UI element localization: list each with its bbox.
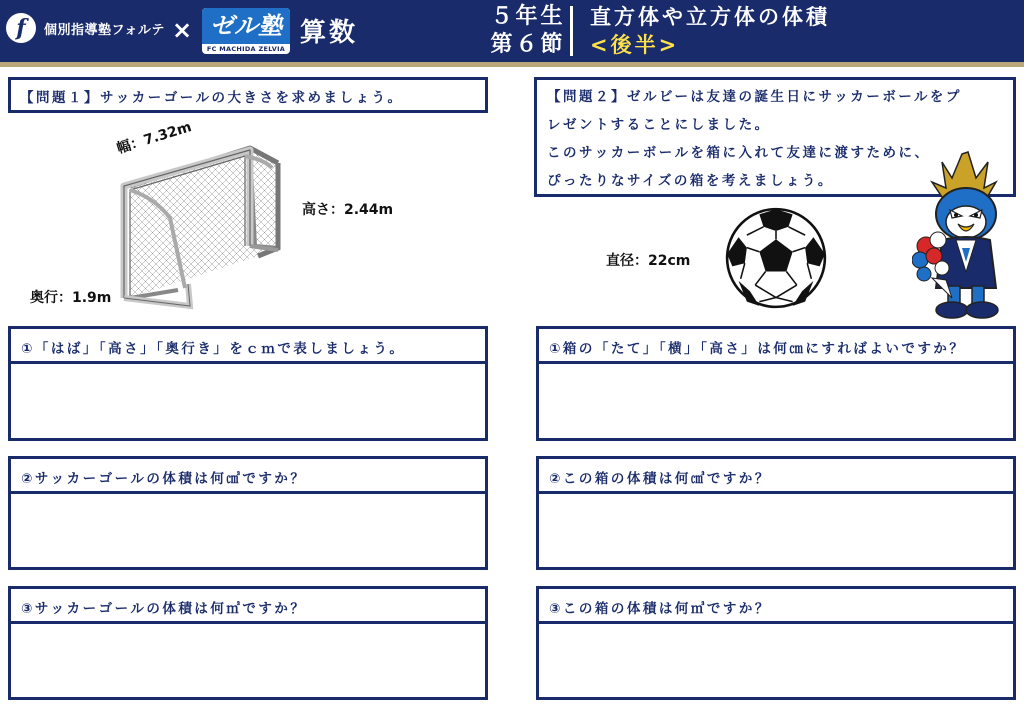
- header-divider: [570, 6, 573, 56]
- soccer-ball-illustration: [724, 206, 828, 310]
- problem2-line-2: レゼントすることにしました。: [547, 117, 771, 133]
- ball-diameter-label: 直径：22cm: [606, 253, 691, 269]
- soccer-goal-illustration: [100, 138, 300, 313]
- question-p1-q1: ①「はば」「高さ」「奥行き」をｃｍで表しましょう。: [11, 329, 485, 364]
- question-p2-q3: ③この箱の体積は何㎥ですか？: [539, 589, 1013, 624]
- problem2-line-3: このサッカーボールを箱に入れて友達に渡すために、: [547, 145, 931, 161]
- header-accent-line: [0, 62, 1024, 67]
- problem2-line-4: ぴったりなサイズの箱を考えましょう。: [547, 173, 834, 189]
- topic-title: 直方体や立方体の体積: [590, 5, 830, 29]
- grade-section: [488, 3, 568, 59]
- partner-logo-sub: FC MACHIDA ZELVIA: [206, 45, 286, 53]
- answer-box-p1-q3[interactable]: [8, 586, 488, 700]
- zelvy-mascot-illustration: [912, 148, 1020, 324]
- partner-logo-text: ゼル塾: [202, 8, 290, 44]
- answer-box-p2-q1[interactable]: [536, 326, 1016, 441]
- goal-width-label: 幅：7.32m: [115, 119, 194, 158]
- header-bar: [0, 0, 1024, 62]
- answer-box-p1-q2[interactable]: [8, 456, 488, 570]
- goal-depth-label: 奥行：1.9m: [30, 290, 112, 306]
- partner-logo: [202, 8, 290, 54]
- answer-box-p2-q2[interactable]: [536, 456, 1016, 570]
- brand: [6, 13, 165, 43]
- topic-subtitle: <後半>: [590, 33, 680, 57]
- section-label: 第６節: [490, 32, 566, 57]
- goal-height-label: 高さ：2.44m: [302, 202, 394, 218]
- problem2-line-1: 【問題２】ゼルビーは友達の誕生日にサッカーボールをプ: [547, 89, 962, 105]
- cross-mark: ×: [172, 16, 193, 44]
- problem1-title: 【問題１】サッカーゴールの大きさを求めましょう。: [8, 77, 488, 113]
- f-logo-icon: f: [6, 13, 36, 43]
- grade-label: ５年生: [490, 4, 566, 29]
- brand-name: 個別指導塾フォルテ: [44, 22, 165, 38]
- answer-box-p2-q3[interactable]: [536, 586, 1016, 700]
- question-p1-q3: ③サッカーゴールの体積は何㎥ですか？: [11, 589, 485, 624]
- subject-title: 算数: [300, 18, 359, 48]
- question-p2-q2: ②この箱の体積は何㎤ですか？: [539, 459, 1013, 494]
- question-p1-q2: ②サッカーゴールの体積は何㎤ですか？: [11, 459, 485, 494]
- question-p2-q1: ①箱の「たて」「横」「高さ」は何㎝にすればよいですか？: [539, 329, 1013, 364]
- answer-box-p1-q1[interactable]: [8, 326, 488, 441]
